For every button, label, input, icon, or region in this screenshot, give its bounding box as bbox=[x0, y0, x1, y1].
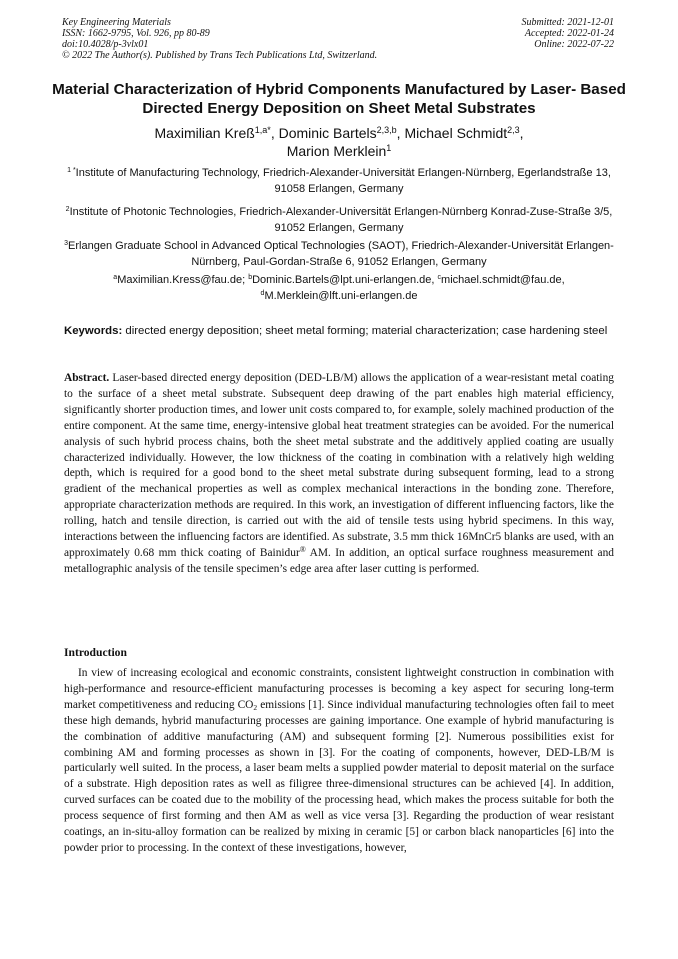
email-marker: d bbox=[260, 290, 265, 297]
affiliation-marker: 3 bbox=[64, 240, 69, 247]
email-address: Maximilian.Kress@fau.de; bbox=[117, 274, 249, 286]
abstract-section bbox=[64, 371, 614, 578]
affiliation-text: Institute of Photonic Technologies, Friedrich-Alexander-Universität Erlangen-Nürnberg Konrad-Zuse-Straße 3/5, 91052 Erlangen, Germany bbox=[69, 206, 613, 234]
publication-dates bbox=[522, 17, 615, 50]
keywords-text: directed energy deposition; sheet metal forming; material characterization; case hardening steel bbox=[122, 325, 608, 337]
affiliation-marker: 2 bbox=[65, 206, 70, 213]
author-affiliation-marker: 1,a* bbox=[254, 125, 271, 135]
email-address: M.Merklein@lft.uni-erlangen.de bbox=[264, 290, 418, 302]
author-affiliation-marker: 2,3 bbox=[507, 125, 520, 135]
copyright-notice: © 2022 The Author(s). Published by Trans Tech Publications Ltd, Switzerland. bbox=[62, 50, 378, 61]
author-separator: , bbox=[519, 125, 524, 141]
header-metadata bbox=[62, 17, 614, 61]
introduction-text-continued: emissions [1]. Since individual manufacturing technologies often fail to meet these high demands, hybrid manufacturing processes are gaining importance. One example of hybrid manufacturing is the combination of additive manufacturing (AM) and subsequent forming [2]. Numerous possibilities exist for combining AM and forming processes as shown in [3]. For the coating of components, however, DED-LB/M is particularly well suited. In the process, a laser beam melts a supplied powder material to deposit material on the surface of a substrate. High deposition rates as well as filigree three-dimensional structures can be achieved [4]. In addition, curved surfaces can be coated due to the mobility of the processing head, which makes the process suitable for both the process sequence of first forming and then AM as well as vice versa [3]. Regarding the production of wear resistant coatings, an in-situ-alloy formation can be realized by mixing in ceramic [5] or carbon black nanoparticles [6] into the powder prior to processing. In the context of these investigations, however, bbox=[64, 698, 614, 854]
affiliation-text: Institute of Manufacturing Technology, Friedrich-Alexander-Universität Erlangen-Nürnberg, Egerlandstraße 13, 91058 Erlangen, Germany bbox=[75, 167, 611, 195]
author-emails bbox=[62, 272, 616, 304]
affiliation bbox=[62, 238, 616, 270]
author-name: Maximilian Kreß bbox=[154, 125, 255, 141]
issn-volume: ISSN: 1662-9795, Vol. 926, pp 80-89 bbox=[62, 28, 210, 39]
submitted-date: Submitted: 2021-12-01 bbox=[521, 17, 614, 28]
online-date: Online: 2022-07-22 bbox=[534, 39, 614, 50]
author-list bbox=[40, 124, 638, 160]
doi: doi:10.4028/p-3vlx01 bbox=[62, 39, 149, 50]
introduction-text: In view of increasing ecological and economic constraints, consistent lightweight construction in combination with high-performance and resource-efficient manufacturing processes is becoming a key aspect for securing long-term market competitiveness and reducing CO bbox=[64, 667, 614, 711]
introduction-paragraph bbox=[64, 666, 614, 857]
affiliation bbox=[62, 204, 616, 236]
affiliation bbox=[62, 165, 616, 197]
abstract-text-continued: AM. In addition, an optical surface roughness measurement and metallographic analysis of the tensile specimen’s edge area after laser cutting is performed. bbox=[64, 546, 614, 575]
author-name: Dominic Bartels bbox=[278, 125, 377, 141]
author-separator: , bbox=[396, 125, 405, 141]
accepted-date: Accepted: 2022-01-24 bbox=[524, 28, 614, 39]
email-marker: c bbox=[437, 274, 442, 281]
affiliation-text: Erlangen Graduate School in Advanced Optical Technologies (SAOT), Friedrich-Alexander-Universität Erlangen-Nürnberg, Paul-Gordan-Straße 6, 91052 Erlangen, Germany bbox=[68, 240, 614, 268]
email-marker: b bbox=[248, 274, 253, 281]
author-name: Michael Schmidt bbox=[404, 125, 508, 141]
abstract-label: Abstract. bbox=[64, 372, 110, 384]
keywords-label: Keywords: bbox=[64, 325, 123, 337]
journal-name: Key Engineering Materials bbox=[62, 17, 171, 28]
author-affiliation-marker: 1 bbox=[386, 143, 392, 153]
keywords-section bbox=[64, 323, 614, 339]
author-separator: , bbox=[270, 125, 279, 141]
email-address: michael.schmidt@fau.de, bbox=[441, 274, 565, 286]
paper-title: Material Characterization of Hybrid Components Manufactured by Laser- Based Directed Energy Deposition on Sheet Metal Substrates bbox=[52, 81, 626, 117]
author-name: Marion Merklein bbox=[286, 143, 387, 159]
email-marker: a bbox=[113, 274, 118, 281]
registered-trademark-symbol: ® bbox=[299, 544, 306, 554]
author-affiliation-marker: 2,3,b bbox=[376, 125, 397, 135]
section-heading-introduction: Introduction bbox=[64, 646, 127, 659]
affiliation-marker: 1 * bbox=[67, 167, 76, 174]
publication-info bbox=[62, 17, 377, 61]
co2-subscript: 2 bbox=[253, 702, 258, 712]
email-address: Dominic.Bartels@lpt.uni-erlangen.de, bbox=[252, 274, 438, 286]
abstract-text: Laser-based directed energy deposition (DED-LB/M) allows the application of a wear-resistant metal coating to the surface of a sheet metal substrate. Subsequent deep drawing of the part enables high material efficiency, significantly shorter production times, and lower unit costs compared to, for example, solely machined production of the entire component. At the same time, energy-intensive global heat treatment strategies can be avoided. For the numerical analysis of such hybrid process chains, both the sheet metal substrate and the additively applied coating are usually characterized individually. However, the low thickness of the coating in combination with a relatively high welding depth, which is required for a good bond to the sheet metal substrate during subsequent forming, lead to a strong gradient of the mechanical properties as well as complex mechanical interactions in the bonding zone. Therefore, appropriate characterization methods are required. In this work, an investigation of different influencing factors, like the rolling, hatch and tensile direction, is carried out with the aid of tensile tests using hybrid specimens. In this way, interactions between the influencing factors are identified. As substrate, 3.5 mm thick 16MnCr5 blanks are used, with an approximately 0.68 mm thick coating of Bainidur bbox=[64, 372, 614, 559]
